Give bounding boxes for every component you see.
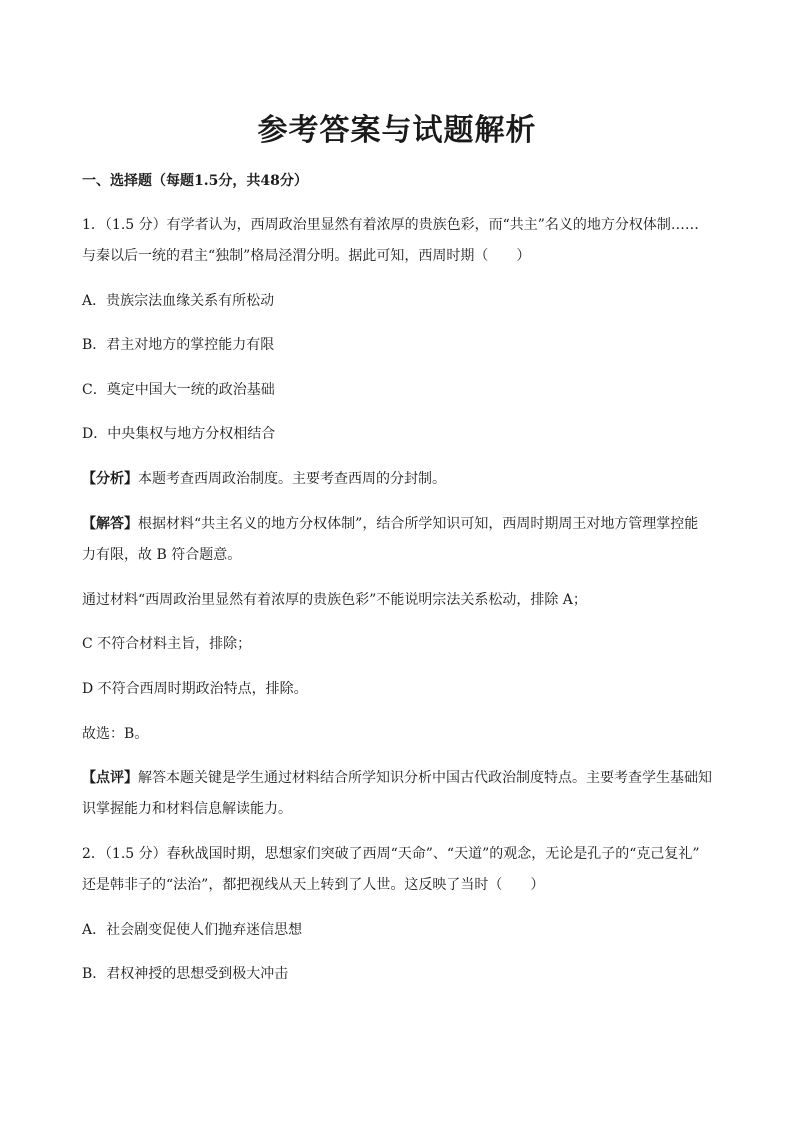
q1-exclusion-d: D 不符合西周时期政治特点，排除。 [82, 681, 308, 697]
q2-stem-line1: 2．（1.5 分）春秋战国时期，思想家们突破了西周“天命”、“天道”的观念，无论是孔子的“克己复礼” [82, 846, 700, 862]
analysis-tag: 【分析】 [82, 471, 138, 487]
q2-stem-line2: 还是韩非子的“法治”，都把视线从天上转到了人世。这反映了当时（ ） [82, 877, 545, 893]
answer-tag: 【解答】 [82, 516, 138, 532]
page-title: 参考答案与试题解析 [257, 113, 537, 148]
q1-stem-line2: 与秦以后一统的君主“独制”格局泾渭分明。据此可知，西周时期（ ） [82, 248, 531, 264]
section-heading: 一、选择题（每题1.5分，共48分） [82, 173, 308, 189]
q1-stem-line1: 1．（1.5 分）有学者认为，西周政治里显然有着浓厚的贵族色彩，而“共主”名义的地方分权体制…… [82, 217, 699, 233]
q1-exclusion-c: C 不符合材料主旨，排除； [82, 636, 252, 652]
q1-answer-line1 [82, 514, 722, 534]
q1-option-a: A．贵族宗法血缘关系有所松动 [82, 293, 275, 309]
q1-choice: 故选：B。 [82, 726, 149, 742]
q1-option-c: C．奠定中国大一统的政治基础 [82, 382, 275, 398]
q1-option-b: B．君主对地方的掌控能力有限 [82, 337, 275, 353]
q2-option-b: B．君权神授的思想受到极大冲击 [82, 966, 289, 982]
q1-comment-line1 [82, 768, 722, 788]
comment-tag: 【点评】 [82, 770, 138, 786]
q1-exclusion-a: 通过材料“西周政治里显然有着浓厚的贵族色彩”不能说明宗法关系松动，排除 A； [82, 592, 587, 608]
q1-answer-line2: 力有限，故 B 符合题意。 [82, 547, 242, 563]
analysis-text: 本题考查西周政治制度。主要考查西周的分封制。 [138, 471, 446, 487]
q1-comment-line2: 识掌握能力和材料信息解读能力。 [82, 801, 292, 817]
q1-analysis [82, 469, 722, 489]
comment-text: 解答本题关键是学生通过材料结合所学知识分析中国古代政治制度特点。主要考查学生基础知 [138, 770, 712, 786]
answer-text: 根据材料“共主名义的地方分权体制”，结合所学知识可知，西周时期周王对地方管理掌控能 [138, 516, 699, 532]
q1-option-d: D．中央集权与地方分权相结合 [82, 426, 276, 442]
q2-option-a: A．社会剧变促使人们抛弃迷信思想 [82, 922, 303, 938]
